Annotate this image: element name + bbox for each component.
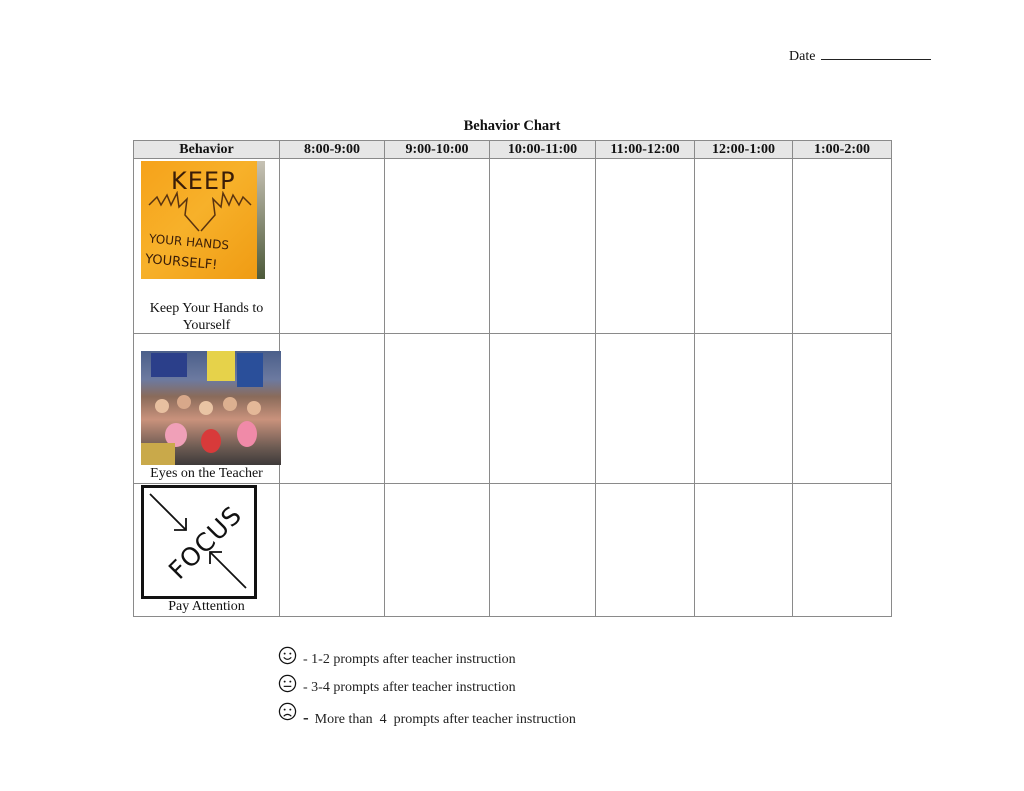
col-header-time: 9:00-10:00 (385, 141, 490, 159)
col-header-behavior: Behavior (134, 141, 280, 159)
behavior-cell (134, 159, 280, 334)
time-slot-cell[interactable] (793, 484, 892, 617)
col-header-time: 12:00-1:00 (695, 141, 793, 159)
focus-arrows-image: FOCUS (141, 485, 257, 599)
time-slot-cell[interactable] (695, 334, 793, 484)
time-slot-cell[interactable] (280, 334, 385, 484)
chart-title: Behavior Chart (463, 118, 561, 134)
frowning-face-icon (278, 702, 297, 721)
date-label: Date (789, 49, 816, 64)
header-row (134, 141, 892, 159)
col-header-time: 1:00-2:00 (793, 141, 892, 159)
time-slot-cell[interactable] (490, 334, 596, 484)
time-slot-cell[interactable] (280, 484, 385, 617)
behavior-cell (134, 334, 280, 484)
neutral-face-icon (278, 674, 297, 693)
behavior-label: Keep Your Hands to (149, 301, 264, 316)
keep-hands-sign-image: KEEP YOUR HANDS YOURSELF! (141, 161, 265, 279)
table-row (134, 484, 892, 617)
legend-text: More than 4 prompts after teacher instruction (314, 712, 576, 727)
date-blank-line[interactable] (821, 47, 931, 60)
table-row (134, 159, 892, 334)
behavior-label: Eyes on the Teacher (150, 466, 263, 481)
time-slot-cell[interactable] (385, 334, 490, 484)
behavior-table (133, 140, 892, 617)
col-header-time: 11:00-12:00 (596, 141, 695, 159)
col-header-time: 8:00-9:00 (280, 141, 385, 159)
time-slot-cell[interactable] (793, 159, 892, 334)
table-row (134, 334, 892, 484)
behavior-label-line2: Yourself (182, 318, 231, 333)
time-slot-cell[interactable] (490, 159, 596, 334)
time-slot-cell[interactable] (490, 484, 596, 617)
time-slot-cell[interactable] (793, 334, 892, 484)
time-slot-cell[interactable] (695, 159, 793, 334)
time-slot-cell[interactable] (596, 484, 695, 617)
behavior-label: Pay Attention (168, 599, 245, 614)
time-slot-cell[interactable] (385, 484, 490, 617)
date-field (789, 47, 931, 65)
time-slot-cell[interactable] (385, 159, 490, 334)
time-slot-cell[interactable] (280, 159, 385, 334)
time-slot-cell[interactable] (596, 159, 695, 334)
time-slot-cell[interactable] (695, 484, 793, 617)
time-slot-cell[interactable] (596, 334, 695, 484)
behavior-cell (134, 484, 280, 617)
smiley-face-icon (278, 646, 297, 665)
legend-text: 1-2 prompts after teacher instruction (311, 652, 516, 667)
classroom-kids-image (141, 351, 281, 465)
col-header-time: 10:00-11:00 (490, 141, 596, 159)
legend-text: 3-4 prompts after teacher instruction (311, 680, 516, 695)
